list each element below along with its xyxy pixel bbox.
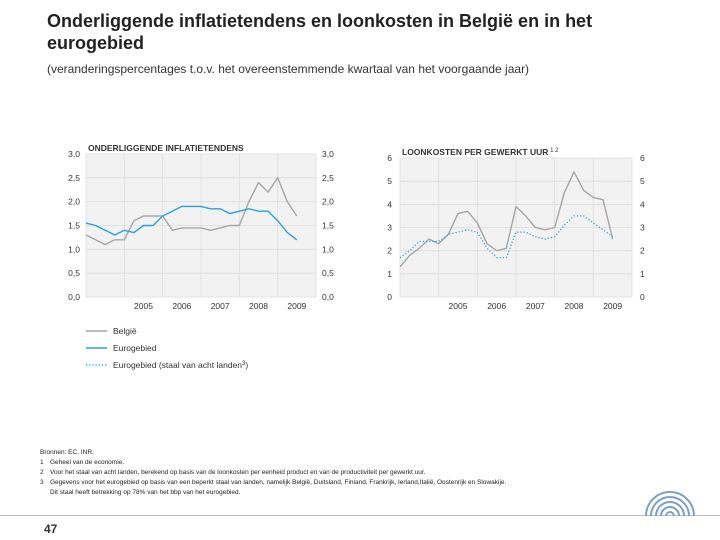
x-tick-label: 2007 — [210, 301, 230, 311]
y-tick-label-left: 5 — [387, 176, 392, 187]
legend-label-suffix: ) — [245, 360, 249, 370]
y-tick-label-right: 3,0 — [322, 149, 334, 159]
y-tick-label-right: 2,0 — [322, 196, 334, 207]
slide-subtitle: (veranderingspercentages t.o.v. het overeenstemmende kwartaal van het voorgaande jaar) — [47, 62, 530, 76]
y-tick-label-left: 1 — [387, 268, 392, 279]
y-tick-label-right: 5 — [640, 176, 645, 187]
chart-title-superscript: 1 2 — [548, 148, 559, 154]
y-tick-label-left: 0,0 — [68, 292, 80, 302]
footnote-text: Dit staal heeft betrekking op 78% van het bbp van het eurogebied. — [50, 489, 241, 496]
y-tick-label-left: 0 — [387, 292, 392, 302]
y-tick-label-right: 3 — [640, 222, 645, 233]
x-tick-label: 2006 — [172, 301, 192, 311]
x-tick-label: 2009 — [287, 301, 307, 311]
x-tick-label: 2007 — [525, 301, 545, 311]
x-tick-label: 2008 — [249, 301, 268, 311]
y-tick-label-left: 2 — [387, 245, 392, 256]
y-tick-label-left: 1,5 — [68, 220, 80, 231]
footnote-3 — [40, 478, 640, 488]
page-number: 47 — [44, 522, 58, 536]
footnote-text: Geheel van de economie. — [50, 459, 125, 466]
y-tick-label-right: 1,0 — [322, 244, 334, 255]
y-tick-label-left: 2,5 — [68, 172, 80, 183]
x-tick-label: 2009 — [603, 301, 623, 311]
y-tick-label-right: 0 — [640, 292, 645, 302]
y-tick-label-right: 0,0 — [322, 292, 334, 302]
chart-title: LOONKOSTEN PER GEWERKT UUR $^{1 2}$ — [402, 147, 559, 157]
sources-heading: Bronnen: EC, INR. — [40, 449, 94, 456]
legend-superscript: 3 — [242, 361, 246, 367]
footnote-1 — [40, 458, 640, 468]
footnote-2 — [40, 468, 640, 478]
footnote-mark: 1 — [40, 459, 44, 466]
chart-2 — [387, 147, 645, 311]
footnote-3-continued — [40, 488, 640, 498]
slide-title: Onderliggende inflatietendens en loonkosten in België en in het eurogebied — [47, 11, 593, 53]
legend-label: Eurogebied — [113, 343, 157, 353]
footnote-text: Gegevens voor het eurogebied op basis van een beperkt staal van landen, namelijk België, Duitsland, Finland, Frankrijk, Ierland,Italië, Oostenrijk en Slowakije. — [50, 479, 507, 486]
chart-legend — [86, 326, 248, 370]
y-tick-label-left: 3,0 — [68, 149, 80, 159]
chart-title: ONDERLIGGENDE INFLATIETENDENS — [88, 143, 244, 153]
y-tick-label-left: 1,0 — [68, 244, 80, 255]
y-tick-label-right: 0,5 — [322, 268, 334, 279]
y-tick-label-right: 6 — [640, 153, 645, 163]
y-tick-label-right: 2,5 — [322, 172, 334, 183]
legend-label: Eurogebied (staal van acht landen$^3$) — [113, 360, 249, 370]
footer-divider — [0, 515, 720, 516]
y-tick-label-left: 2,0 — [68, 196, 80, 207]
y-tick-label-left: 6 — [387, 153, 392, 163]
bank-logo-icon — [640, 470, 700, 518]
footnote-mark: 3 — [40, 479, 44, 486]
y-tick-label-right: 4 — [640, 199, 645, 210]
sources-block — [40, 448, 640, 498]
x-tick-label: 2008 — [564, 301, 584, 311]
footnote-text: Voor het staal van acht landen, berekend op basis van de loonkosten per eenheid product en van de productiviteit per gewerkt uur. — [50, 469, 426, 476]
y-tick-label-right: 1 — [640, 268, 645, 279]
y-tick-label-right: 2 — [640, 245, 645, 256]
y-tick-label-left: 3 — [387, 222, 392, 233]
legend-label: België — [113, 326, 137, 336]
chart-1 — [68, 143, 334, 311]
x-tick-label: 2006 — [487, 301, 507, 311]
x-tick-label: 2005 — [134, 301, 153, 311]
y-tick-label-left: 4 — [387, 199, 392, 210]
x-tick-label: 2005 — [448, 301, 468, 311]
footnote-mark: 2 — [40, 469, 44, 476]
y-tick-label-left: 0,5 — [68, 268, 80, 279]
y-tick-label-right: 1,5 — [322, 220, 334, 231]
